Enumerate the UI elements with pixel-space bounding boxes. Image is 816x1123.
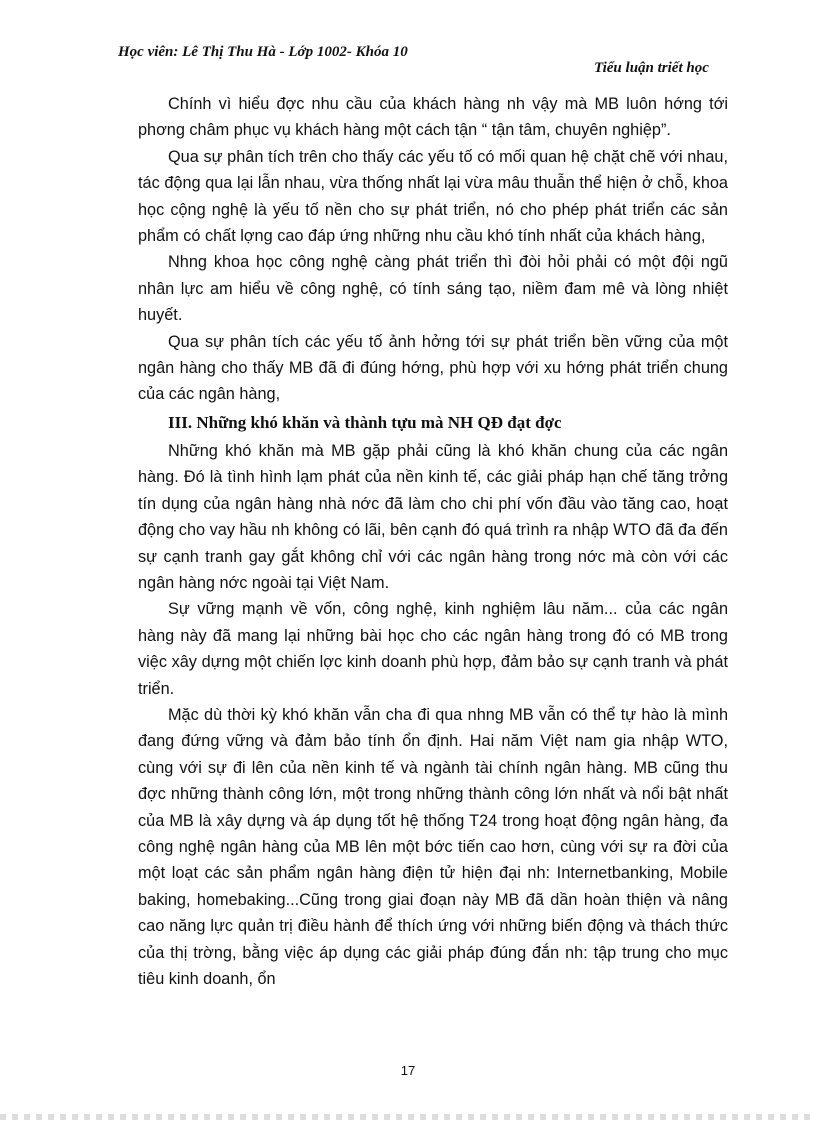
paragraph-6: Sự vững mạnh về vốn, công nghệ, kinh nghiệm lâu năm... của các ngân hàng này đã mang lại những bài học cho các ngân hàng trong đó có MB trong việc xây dựng một chiến lợc kinh doanh phù hợp, đảm bảo sự cạnh tranh và phát triển. (138, 600, 728, 698)
paragraph-3: Nhng khoa học công nghệ càng phát triển thì đòi hỏi phải có một đội ngũ nhân lực am hiểu về công nghệ, có tính sáng tạo, niềm đam mê và lòng nhiệt huyết. (138, 253, 728, 325)
paragraph-5: Những khó khăn mà MB gặp phải cũng là khó khăn chung của các ngân hàng. Đó là tình hình lạm phát của nền kinh tế, các giải pháp hạn chế tăng trởng tín dụng của ngân hàng nhà nớc đã làm cho chi phí vốn đầu vào tăng cao, hoạt động cho vay hầu nh không có lãi, bên cạnh đó quá trình ra nhập WTO đã đa đến sự cạnh tranh gay gắt không chỉ với các ngân hàng trong nớc mà còn với các ngân hàng nớc ngoài tại Việt Nam. (138, 441, 728, 592)
bottom-divider (0, 1114, 816, 1120)
header-document-type: Tiểu luận triết học (594, 60, 709, 76)
section-heading: III. Những khó khăn và thành tựu mà NH QĐ đạt đợc (168, 412, 562, 432)
paragraph-1: Chính vì hiểu đợc nhu cầu của khách hàng nh vậy mà MB luôn hớng tới phơng châm phục vụ khách hàng một cách tận “ tận tâm, chuyên nghiệp”. (138, 95, 728, 140)
paragraph-2: Qua sự phân tích trên cho thấy các yếu tố có mối quan hệ chặt chẽ với nhau, tác động qua lại lẫn nhau, vừa thống nhất lại vừa mâu thuẫn thể hiện ở chỗ, khoa học cộng nghệ là yếu tố nền cho sự phát triển, nó cho phép phát triển các sản phẩm có chất lợng cao đáp ứng những nhu cầu khó tính nhất của khách hàng, (138, 147, 728, 246)
paragraph-7: Mặc dù thời kỳ khó khăn vẫn cha đi qua nhng MB vẫn có thể tự hào là mình đang đứng vững và đảm bảo tính ổn định. Hai năm Việt nam gia nhập WTO, cùng với sự đi lên của nền kinh tế và ngành tài chính ngân hàng. MB cũng thu đợc những thành công lớn, một trong những thành công lớn nhất và nổi bật nhất của MB là xây dựng và áp dụng tốt hệ thống T24 trong hoạt động ngân hàng, đa công nghệ ngân hàng của MB lên một bớc tiến cao hơn, cùng với sự ra đời của một loạt các sản phẩm ngân hàng điện tử hiện đại nh: Internetbanking, Mobile baking, homebaking...Cũng trong giai đoạn này MB đã dần hoàn thiện và nâng cao năng lực quản trị điều hành để thích ứng với những biến động và thách thức của thị trờng, bằng việc áp dụng các giải pháp đúng đắn nh: tập trung cho mục tiêu kinh doanh, ổn (138, 705, 728, 988)
header-author: Học viên: Lê Thị Thu Hà - Lớp 1002- Khóa 10 (118, 44, 408, 60)
paragraph-4: Qua sự phân tích các yếu tố ảnh hởng tới sự phát triển bền vững của một ngân hàng cho thấy MB đã đi đúng hớng, phù hợp với xu hớng phát triển chung của các ngân hàng, (138, 332, 728, 404)
document-body (138, 91, 728, 992)
page-number: 17 (400, 1063, 416, 1078)
